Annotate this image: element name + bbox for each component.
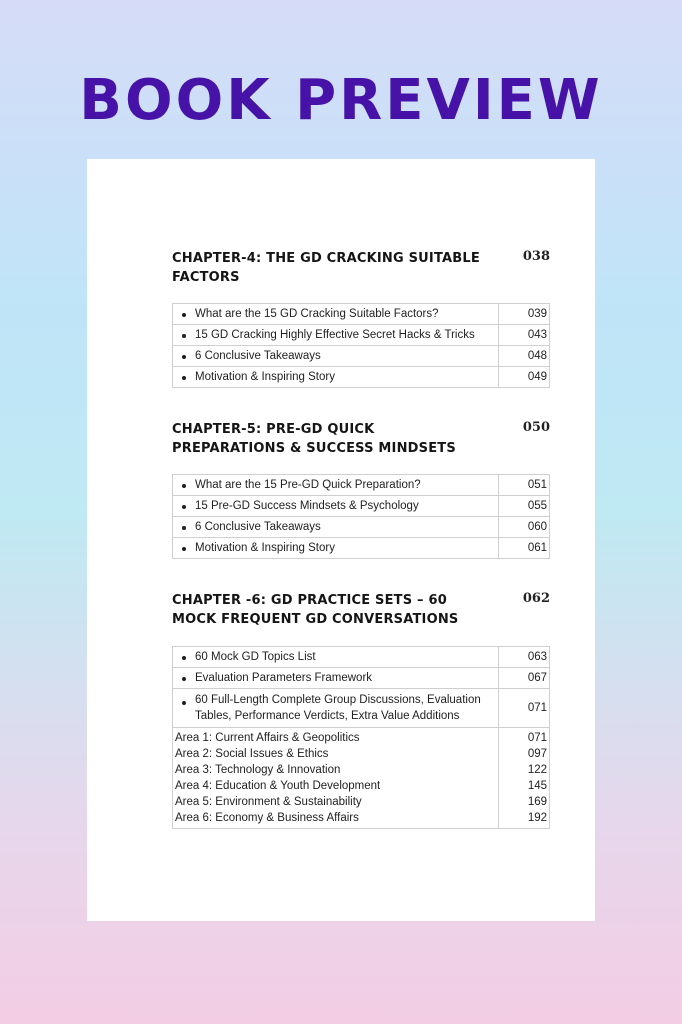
- toc-row: [173, 346, 550, 367]
- area-page: 122: [527, 764, 547, 776]
- toc-row: [173, 304, 550, 325]
- toc-row: [173, 325, 550, 346]
- toc-item: 15 Pre-GD Success Mindsets & Psychology: [173, 496, 499, 517]
- chapter-page-number: 050: [522, 420, 550, 435]
- chapter-header: [172, 249, 550, 289]
- toc-page: 049: [499, 367, 550, 388]
- area-item: Area 2: Social Issues & Ethics: [175, 748, 329, 760]
- toc-row: [173, 475, 550, 496]
- toc-item: 6 Conclusive Takeaways: [173, 517, 499, 538]
- toc-page: 061: [499, 538, 550, 559]
- chapter-header: [172, 591, 550, 631]
- toc-item: 60 Mock GD Topics List: [173, 647, 499, 668]
- toc-row: [173, 367, 550, 388]
- book-page: [87, 159, 595, 921]
- areas-row: [173, 728, 550, 829]
- area-item: Area 3: Technology & Innovation: [175, 764, 341, 776]
- chapter-title: CHAPTER-5: PRE-GD QUICK PREPARATIONS & SUCCESS MINDSETS: [172, 422, 456, 456]
- toc-row: [173, 496, 550, 517]
- chapter-5-section: [172, 420, 550, 559]
- toc-item: Motivation & Inspiring Story: [173, 367, 499, 388]
- chapter-title: CHAPTER-4: THE GD CRACKING SUITABLE FACTORS: [172, 251, 480, 285]
- book-preview-heading: BOOK PREVIEW: [79, 68, 603, 133]
- area-page: 169: [527, 796, 547, 808]
- toc-item: What are the 15 Pre-GD Quick Preparation?: [173, 475, 499, 496]
- area-item: Area 1: Current Affairs & Geopolitics: [175, 732, 360, 744]
- area-item: Area 6: Economy & Business Affairs: [175, 812, 359, 824]
- area-page: 145: [527, 780, 547, 792]
- toc-page: 048: [499, 346, 550, 367]
- toc-page: 071: [499, 689, 550, 728]
- chapter-toc-table: [172, 646, 550, 829]
- toc-item: 60 Full-Length Complete Group Discussions, Evaluation Tables, Performance Verdicts, Extra Value Additions: [173, 689, 499, 728]
- area-item: Area 5: Environment & Sustainability: [175, 796, 362, 808]
- area-page: 097: [527, 748, 547, 760]
- area-pages: [499, 728, 550, 829]
- toc-page: 060: [499, 517, 550, 538]
- toc-page: 055: [499, 496, 550, 517]
- toc-page: 043: [499, 325, 550, 346]
- toc-item: 15 GD Cracking Highly Effective Secret Hacks & Tricks: [173, 325, 499, 346]
- toc-item: Motivation & Inspiring Story: [173, 538, 499, 559]
- area-page: 192: [527, 812, 547, 824]
- chapter-toc-table: [172, 474, 550, 559]
- chapter-4-section: [172, 249, 550, 388]
- toc-item: What are the 15 GD Cracking Suitable Factors?: [173, 304, 499, 325]
- area-page: 071: [527, 732, 547, 744]
- toc-page: 067: [499, 668, 550, 689]
- chapter-toc-table: [172, 303, 550, 388]
- chapter-header: [172, 420, 550, 460]
- toc-page: 063: [499, 647, 550, 668]
- toc-row: [173, 538, 550, 559]
- toc-item: Evaluation Parameters Framework: [173, 668, 499, 689]
- toc-row: [173, 647, 550, 668]
- areas-list: [173, 728, 499, 829]
- chapter-6-section: [172, 591, 550, 829]
- toc-page: 039: [499, 304, 550, 325]
- area-item: Area 4: Education & Youth Development: [175, 780, 381, 792]
- toc-item: 6 Conclusive Takeaways: [173, 346, 499, 367]
- toc-row: [173, 668, 550, 689]
- chapter-title: CHAPTER -6: GD PRACTICE SETS – 60 MOCK FREQUENT GD CONVERSATIONS: [172, 593, 459, 627]
- toc-row: [173, 517, 550, 538]
- toc-page: 051: [499, 475, 550, 496]
- chapter-page-number: 062: [522, 591, 550, 606]
- toc-row: [173, 689, 550, 728]
- chapter-page-number: 038: [522, 249, 550, 264]
